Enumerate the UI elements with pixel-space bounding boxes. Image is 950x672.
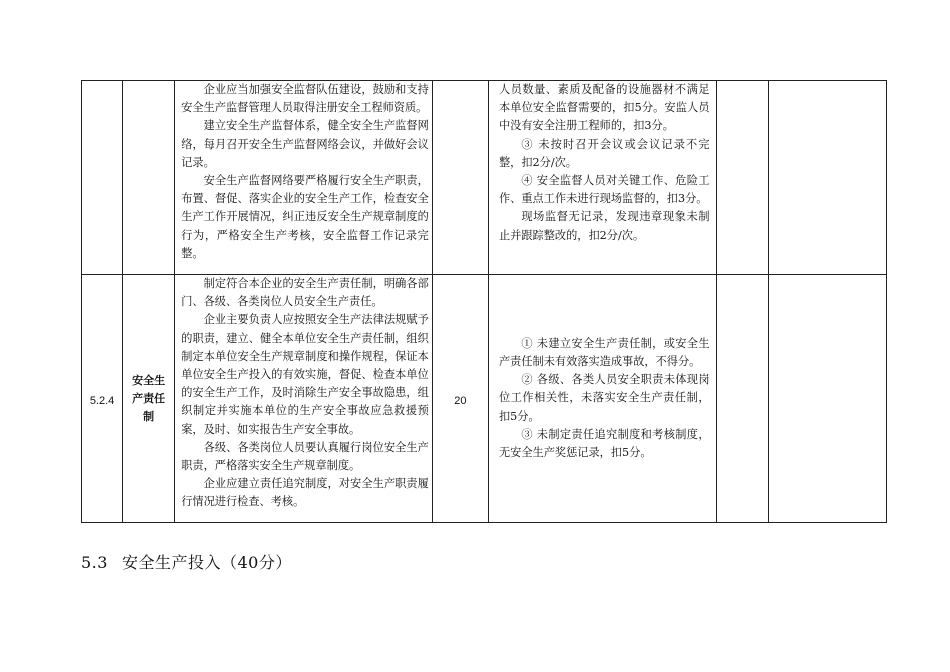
item-name-cell xyxy=(123,81,175,275)
score-cell xyxy=(432,275,488,523)
content-cell xyxy=(175,275,433,523)
item-score: 20 xyxy=(454,395,467,407)
content-cell xyxy=(175,81,433,275)
section-title: 安全生产投入（40分） xyxy=(121,553,292,572)
table-row xyxy=(82,275,887,523)
standards-table xyxy=(81,80,887,523)
blank-cell xyxy=(768,275,886,523)
criteria-cell xyxy=(488,275,716,523)
criteria-paragraph: ③ 未按时召开会议或会议记录不完整，扣2分/次。 xyxy=(498,137,710,169)
criteria-cell xyxy=(488,81,716,275)
content-paragraph: 安全生产监督网络要严格履行安全生产职责，布置、督促、落实企业的安全生产工作，检查安全生产工作开展情况，纠正违反安全生产规章制度的行为，严格安全生产考核，安全监督工作记录完整。 xyxy=(181,174,429,260)
criteria-paragraph: 现场监督无记录，发现违章现象未制止并跟踪整改的，扣2分/次。 xyxy=(498,210,710,242)
criteria-paragraph: 人员数量、素质及配备的设施器材不满足本单位安全监督需要的，扣5分。安监人员中没有安全注册工程师的，扣3分。 xyxy=(498,83,710,133)
blank-cell xyxy=(716,81,768,275)
blank-cell xyxy=(716,275,768,523)
content-paragraph: 企业应当加强安全监督队伍建设，鼓励和支持安全生产监督管理人员取得注册安全工程师资质。 xyxy=(181,83,429,115)
code-cell xyxy=(82,275,123,523)
blank-cell xyxy=(768,81,886,275)
score-cell xyxy=(432,81,488,275)
code-cell xyxy=(82,81,123,275)
content-paragraph: 建立安全生产监督体系，健全安全生产监督网络，每月召开安全生产监督网络会议，并做好会议记录。 xyxy=(181,119,429,169)
item-name-cell xyxy=(123,275,175,523)
section-heading xyxy=(81,550,292,573)
item-code: 5.2.4 xyxy=(89,395,115,407)
criteria-paragraph: ① 未建立安全生产责任制，或安全生产责任制未有效落实造成事故，不得分。 xyxy=(498,336,710,368)
content-paragraph: 制定符合本企业的安全生产责任制，明确各部门、各级、各类岗位人员安全生产责任。 xyxy=(181,277,429,309)
criteria-paragraph: ③ 未制定责任追究制度和考核制度，无安全生产奖惩记录，扣5分。 xyxy=(498,427,710,459)
item-name: 安全生产责任制 xyxy=(132,374,166,423)
content-paragraph: 企业应建立责任追究制度，对安全生产职责履行情况进行检查、考核。 xyxy=(181,477,429,509)
content-paragraph: 企业主要负责人应按照安全生产法律法规赋予的职责，建立、健全本单位安全生产责任制，组织制定本单位安全生产规章制度和操作规程，保证本单位安全生产投入的有效实施，督促、检查本单位的安全生产工作，及时消除生产安全事故隐患，组织制定并实施本单位的生产安全事故应急救援预案，及时、如实报告生产安全事故。 xyxy=(181,313,429,436)
criteria-paragraph: ④ 安全监督人员对关键工作、危险工作、重点工作未进行现场监督的，扣3分。 xyxy=(498,174,710,206)
section-number: 5.3 xyxy=(81,553,108,572)
content-paragraph: 各级、各类岗位人员要认真履行岗位安全生产职责，严格落实安全生产规章制度。 xyxy=(181,440,429,473)
criteria-paragraph: ② 各级、各类人员安全职责未体现岗位工作相关性，未落实安全生产责任制，扣5分。 xyxy=(498,373,710,423)
table-row xyxy=(82,81,887,275)
